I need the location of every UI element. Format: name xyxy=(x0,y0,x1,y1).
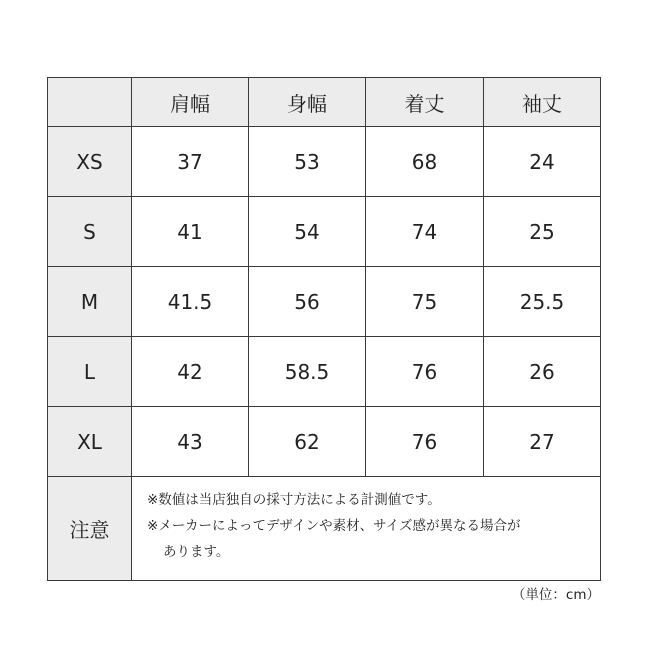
header-shoulder-width: 肩幅 xyxy=(132,78,249,127)
table-cell: 41 xyxy=(132,197,249,267)
header-sleeve-length: 袖丈 xyxy=(484,78,601,127)
table-row xyxy=(48,197,601,267)
table-row xyxy=(48,337,601,407)
table-cell: 56 xyxy=(249,267,366,337)
header-length: 着丈 xyxy=(366,78,484,127)
table-cell: 25 xyxy=(484,197,601,267)
unit-label: （単位：cm） xyxy=(511,587,600,603)
table-row xyxy=(48,407,601,477)
table-cell: 42 xyxy=(132,337,249,407)
size-label: M xyxy=(48,267,132,337)
note-text xyxy=(132,477,601,581)
table-cell: 76 xyxy=(366,407,484,477)
table-cell: 53 xyxy=(249,127,366,197)
size-chart-table xyxy=(47,77,601,581)
table-cell: 43 xyxy=(132,407,249,477)
size-label: XS xyxy=(48,127,132,197)
table-cell: 68 xyxy=(366,127,484,197)
note-row xyxy=(48,477,601,581)
table-cell: 54 xyxy=(249,197,366,267)
table-cell: 24 xyxy=(484,127,601,197)
table-cell: 76 xyxy=(366,337,484,407)
table-cell: 37 xyxy=(132,127,249,197)
size-label: XL xyxy=(48,407,132,477)
table-cell: 58.5 xyxy=(249,337,366,407)
table-cell: 27 xyxy=(484,407,601,477)
table-row xyxy=(48,267,601,337)
table-cell: 41.5 xyxy=(132,267,249,337)
size-label: L xyxy=(48,337,132,407)
table-cell: 26 xyxy=(484,337,601,407)
header-row xyxy=(48,78,601,127)
note-line: あります。 xyxy=(163,544,230,560)
size-label: S xyxy=(48,197,132,267)
header-corner xyxy=(48,78,132,127)
table-cell: 25.5 xyxy=(484,267,601,337)
header-body-width: 身幅 xyxy=(249,78,366,127)
table-cell: 62 xyxy=(249,407,366,477)
note-line: ※数値は当店独自の採寸方法による計測値です。 xyxy=(147,492,441,508)
table-cell: 75 xyxy=(366,267,484,337)
table-row xyxy=(48,127,601,197)
table-cell: 74 xyxy=(366,197,484,267)
note-line: ※メーカーによってデザインや素材、サイズ感が異なる場合が xyxy=(147,518,521,534)
note-label: 注意 xyxy=(48,477,132,581)
